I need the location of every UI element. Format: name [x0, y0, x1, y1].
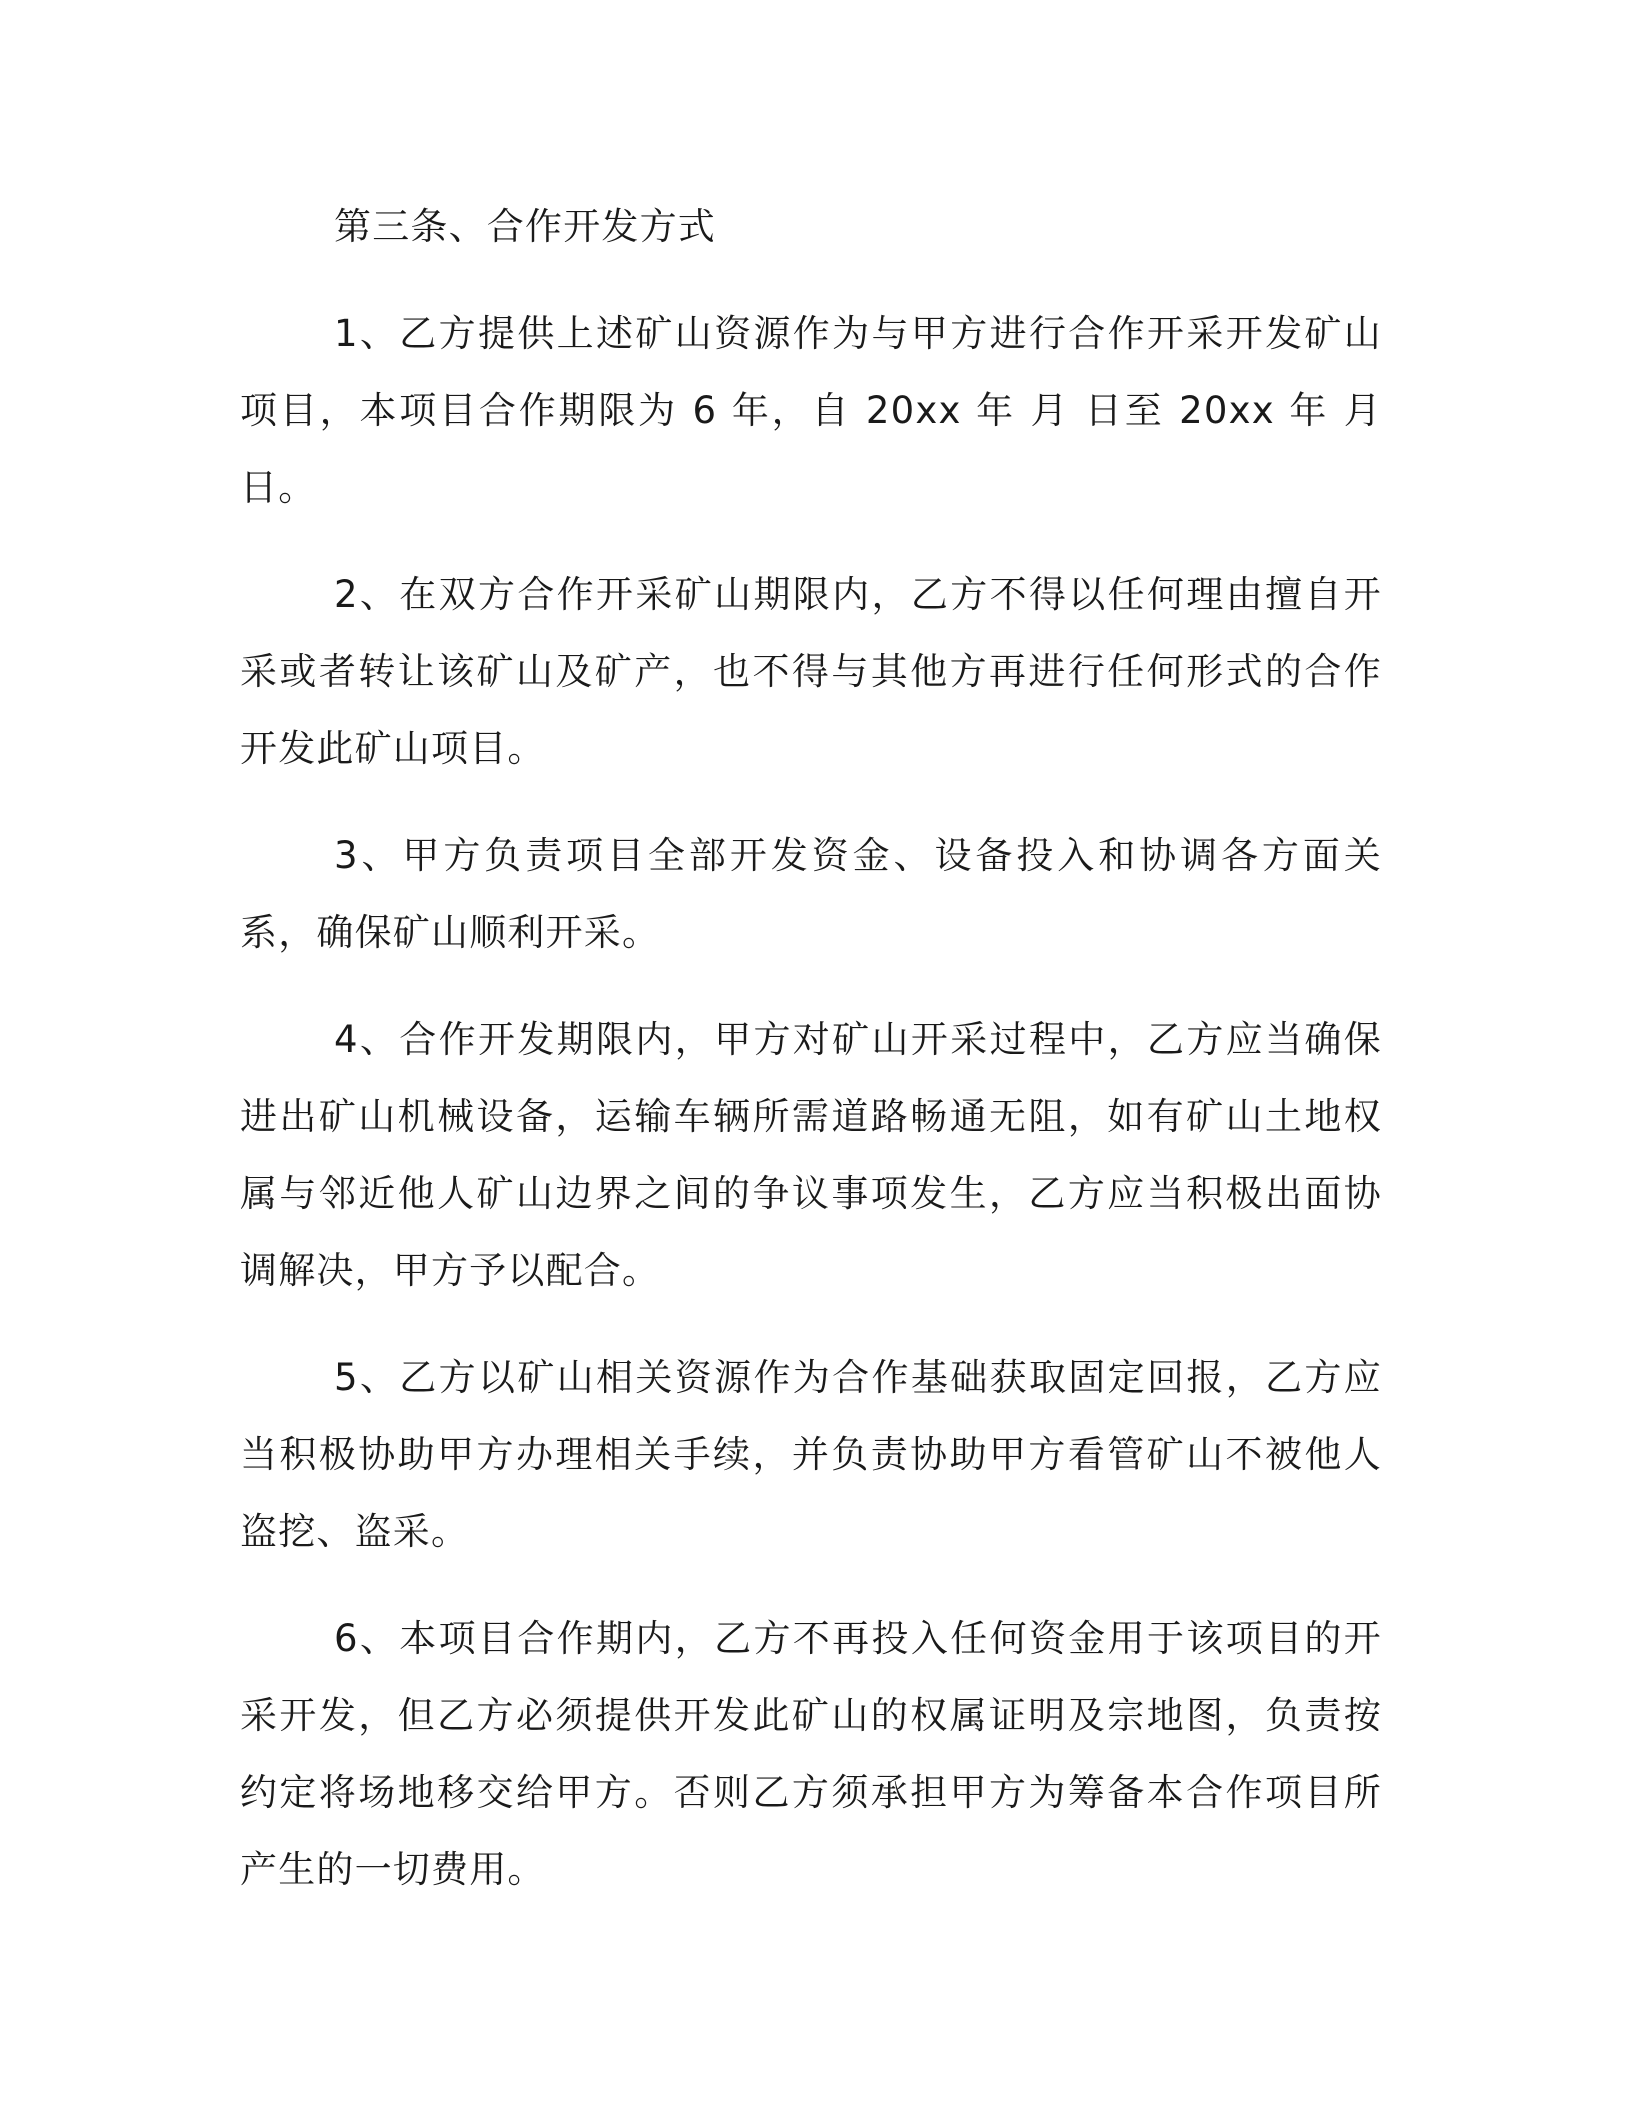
clause-6: 6、本项目合作期内，乙方不再投入任何资金用于该项目的开采开发，但乙方必须提供开发此矿山的权属证明及宗地图，负责按约定将场地移交给甲方。否则乙方须承担甲方为筹备本合作项目所产生的一切费用。 [240, 1617, 1382, 1891]
clause-1: 1、乙方提供上述矿山资源作为与甲方进行合作开采开发矿山项目，本项目合作期限为 6 年，自 20xx 年 月 日至 20xx 年 月 日。 [240, 312, 1382, 509]
document-body [240, 188, 1382, 1938]
clause-2: 2、在双方合作开采矿山期限内，乙方不得以任何理由擅自开采或者转让该矿山及矿产，也不得与其他方再进行任何形式的合作开发此矿山项目。 [240, 573, 1382, 770]
clause-4: 4、合作开发期限内，甲方对矿山开采过程中，乙方应当确保进出矿山机械设备，运输车辆所需道路畅通无阻，如有矿山土地权属与邻近他人矿山边界之间的争议事项发生，乙方应当积极出面协调解决，甲方予以配合。 [240, 1018, 1382, 1292]
clause-3: 3、甲方负责项目全部开发资金、设备投入和协调各方面关系，确保矿山顺利开采。 [240, 834, 1382, 954]
section-heading: 第三条、合作开发方式 [334, 205, 716, 248]
clause-5: 5、乙方以矿山相关资源作为合作基础获取固定回报，乙方应当积极协助甲方办理相关手续，并负责协助甲方看管矿山不被他人盗挖、盗采。 [240, 1356, 1382, 1553]
